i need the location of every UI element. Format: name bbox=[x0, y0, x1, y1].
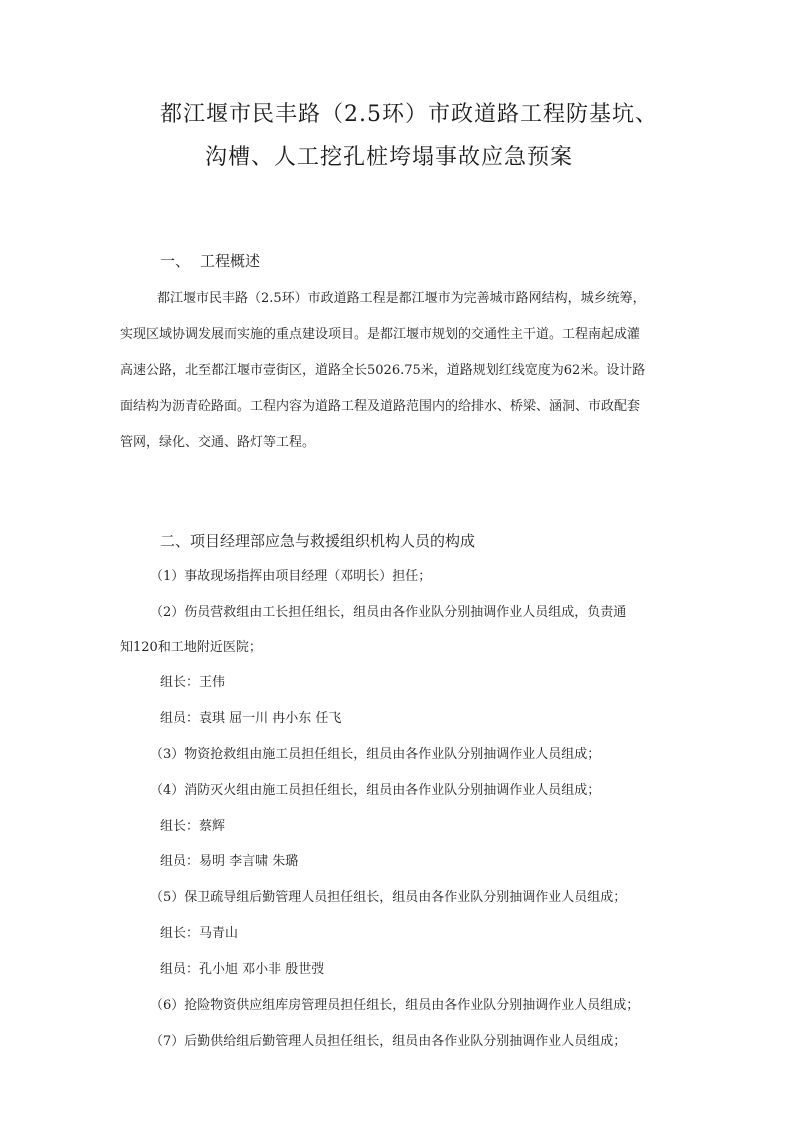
paragraph-line: 面结构为沥青砼路面。工程内容为道路工程及道路范围内的给排水、桥梁、涵洞、市政配套 bbox=[120, 399, 641, 414]
list-item-3: （3）物资抢救组由施工员担任组长，组员由各作业队分别抽调作业人员组成； bbox=[150, 747, 601, 762]
list-item-1: （1）事故现场指挥由项目经理（邓明长）担任； bbox=[150, 569, 432, 584]
team-members-1: 组员：袁琪 屈一川 冉小东 任飞 bbox=[160, 711, 342, 726]
paragraph-line: 高速公路，北至都江堰市壹街区，道路全长5026.75米，道路规划红线宽度为62米。设计路 bbox=[120, 363, 646, 378]
team-members-2: 组员：易明 李言啸 朱璐 bbox=[160, 854, 299, 869]
section-1-heading bbox=[160, 250, 260, 271]
team-leader-3: 组长：马青山 bbox=[160, 926, 239, 941]
section-1-number: 一、 bbox=[160, 252, 191, 270]
list-item-2: （2）伤员营救组由工长担任组长，组员由各作业队分别抽调作业人员组成，负责通 bbox=[150, 605, 627, 620]
list-item-5: （5）保卫疏导组后勤管理人员担任组长，组员由各作业队分别抽调作业人员组成； bbox=[150, 890, 627, 905]
paragraph-line: 管网，绿化、交通、路灯等工程。 bbox=[120, 435, 316, 450]
paragraph-line: 都江堰市民丰路（2.5环）市政道路工程是都江堰市为完善城市路网结构，城乡统筹， bbox=[157, 291, 646, 306]
document-title-line-2: 沟槽、人工挖孔桩垮塌事故应急预案 bbox=[205, 145, 574, 170]
team-leader-2: 组长：蔡辉 bbox=[160, 819, 226, 834]
section-2-heading: 二、项目经理部应急与救援组织机构人员的构成 bbox=[160, 532, 476, 550]
list-item-6: （6）抢险物资供应组库房管理员担任组长，组员由各作业队分别抽调作业人员组成； bbox=[150, 998, 640, 1013]
paragraph-line: 实现区域协调发展而实施的重点建设项目。是都江堰市规划的交通性主干道。工程南起成灌 bbox=[120, 327, 641, 342]
section-1-title: 工程概述 bbox=[200, 252, 261, 270]
list-item-7: （7）后勤供给组后勤管理人员担任组长，组员由各作业队分别抽调作业人员组成； bbox=[150, 1034, 627, 1049]
project-overview-paragraph bbox=[120, 281, 695, 461]
document-title-line-1: 都江堰市民丰路（2.5环）市政道路工程防基坑、 bbox=[160, 102, 658, 127]
list-item-2-continued: 知120和工地附近医院； bbox=[120, 640, 262, 655]
list-item-4: （4）消防灭火组由施工员担任组长，组员由各作业队分别抽调作业人员组成； bbox=[150, 783, 601, 798]
team-members-3: 组员：孔小旭 邓小非 殷世弢 bbox=[160, 962, 325, 977]
team-leader-1: 组长：王伟 bbox=[160, 675, 226, 690]
